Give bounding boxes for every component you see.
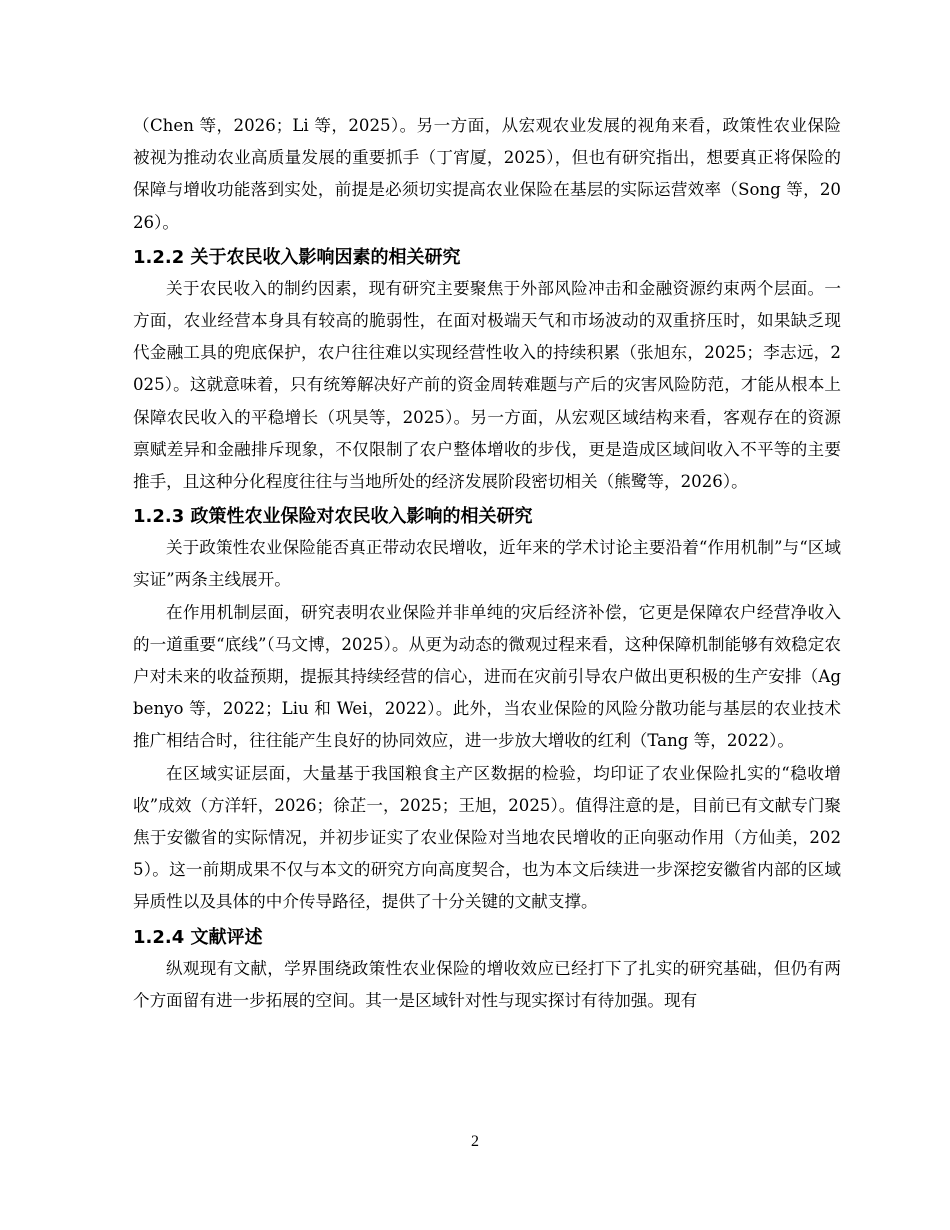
paragraph-mechanism: 在作用机制层面，研究表明农业保险并非单纯的灾后经济补偿，它更是保障农户经营净收入的一道重要“底线”（马文博，2025）。从更为动态的微观过程来看，这种保障机制能够有效稳定农户对未来的收益预期，提振其持续经营的信心，进而在灾前引导农户做出更积极的生产安排（Agbenyo 等，2022；Liu 和 Wei，2022）。此外，当农业保险的风险分散功能与基层的农业技术推广相结合时，往往能产生良好的协同效应，进一步放大增收的红利（Tang 等，2022）。 <box>133 602 841 751</box>
page-number: 2 <box>471 1133 479 1150</box>
document-body <box>133 110 841 1017</box>
paragraph-income-factors: 关于农民收入的制约因素，现有研究主要聚焦于外部风险冲击和金融资源约束两个层面。一方面，农业经营本身具有较高的脆弱性，在面对极端天气和市场波动的双重挤压时，如果缺乏现代金融工具的兜底保护，农户往往难以实现经营性收入的持续积累（张旭东，2025；李志远，2025）。这就意味着，只有统筹解决好产前的资金周转难题与产后的灾害风险防范，才能从根本上保障农民收入的平稳增长（巩昊等，2025）。另一方面，从宏观区域结构来看，客观存在的资源禀赋差异和金融排斥现象，不仅限制了农户整体增收的步伐，更是造成区域间收入不平等的主要推手，且这种分化程度往往与当地所处的经济发展阶段密切相关（熊鹭等，2026）。 <box>133 278 841 492</box>
paragraph-intro: （Chen 等，2026；Li 等，2025）。另一方面，从宏观农业发展的视角来看，政策性农业保险被视为推动农业高质量发展的重要抓手（丁宵厦，2025），但也有研究指出，想要真正将保险的保障与增收功能落到实处，前提是必须切实提高农业保险在基层的实际运营效率（Song 等，2026）。 <box>133 116 841 232</box>
paragraph-regional-evidence: 在区域实证层面，大量基于我国粮食主产区数据的检验，均印证了农业保险扎实的“稳收增收”成效（方洋轩，2026；徐芷一，2025；王旭，2025）。值得注意的是，目前已有文献专门聚焦于安徽省的实际情况，并初步证实了农业保险对当地农民增收的正向驱动作用（方仙美，2025）。这一前期成果不仅与本文的研究方向高度契合，也为本文后续进一步深挖安徽省内部的区域异质性以及具体的中介传导路径，提供了十分关键的文献支撑。 <box>133 763 841 912</box>
section-heading-1-2-2: 1.2.2 关于农民收入影响因素的相关研究 <box>133 246 461 268</box>
section-heading-1-2-3: 1.2.3 政策性农业保险对农民收入影响的相关研究 <box>133 506 533 528</box>
section-heading-1-2-4: 1.2.4 文献评述 <box>133 926 263 948</box>
paragraph-insurance-overview: 关于政策性农业保险能否真正带动农民增收，近年来的学术讨论主要沿着“作用机制”与“区域实证”两条主线展开。 <box>133 538 841 590</box>
paragraph-literature-review: 纵观现有文献，学界围绕政策性农业保险的增收效应已经打下了扎实的研究基础，但仍有两个方面留有进一步拓展的空间。其一是区域针对性与现实探讨有待加强。现有 <box>133 958 841 1010</box>
